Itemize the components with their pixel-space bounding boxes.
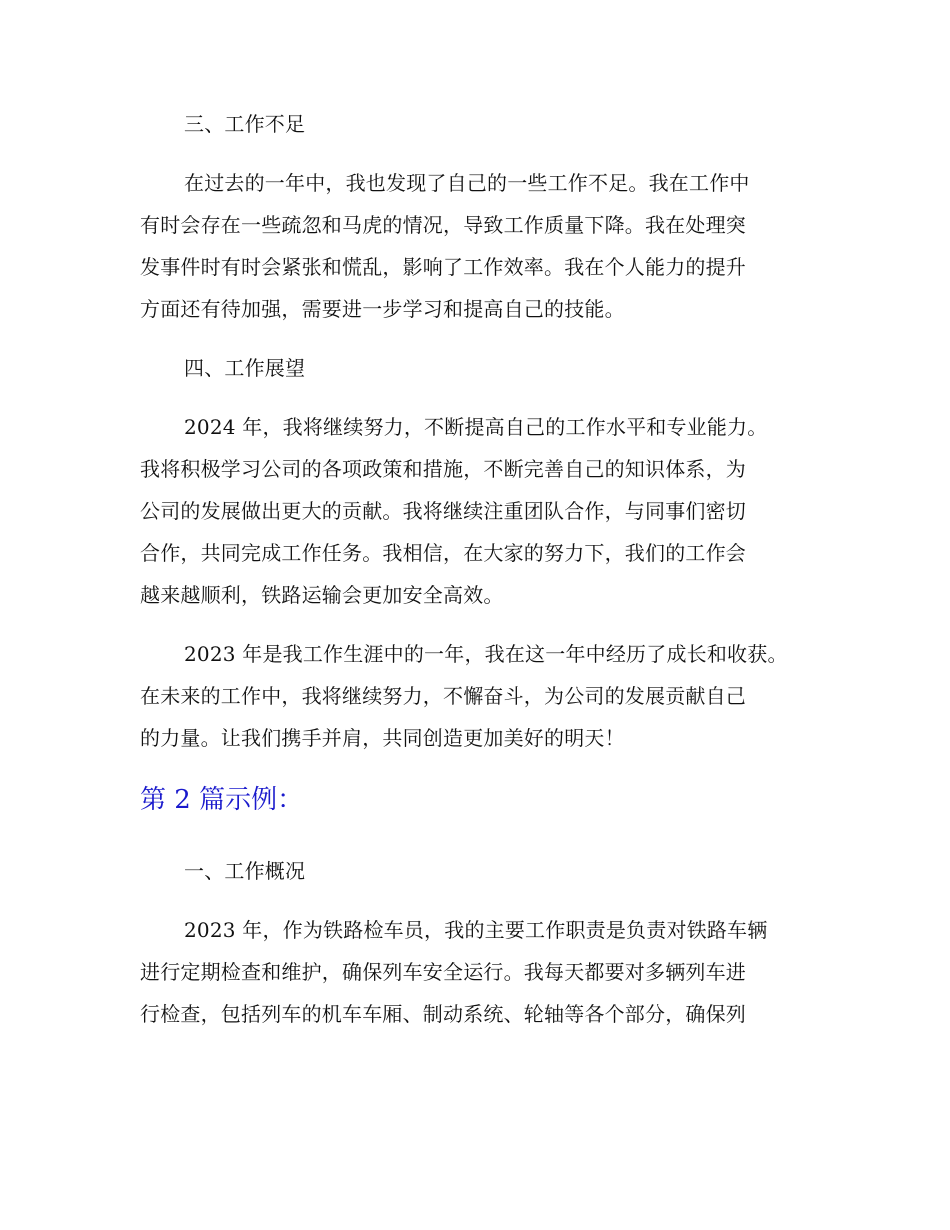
paragraph-line: 合作，共同完成工作任务。我相信，在大家的努力下，我们的工作会 (140, 541, 746, 565)
paragraph-line: 越来越顺利，铁路运输会更加安全高效。 (140, 583, 504, 607)
paragraph-line: 在未来的工作中，我将继续努力，不懈奋斗，为公司的发展贡献自己 (140, 684, 746, 708)
section-heading-4: 四、工作展望 (184, 356, 306, 380)
paragraph-line: 的力量。让我们携手并肩，共同创造更加美好的明天！ (140, 726, 625, 750)
example-title: 第 2 篇示例： (140, 785, 304, 815)
section-heading-1: 一、工作概况 (184, 859, 306, 883)
paragraph-line: 有时会存在一些疏忽和马虎的情况，导致工作质量下降。我在处理突 (140, 213, 746, 237)
paragraph-line: 公司的发展做出更大的贡献。我将继续注重团队合作，与同事们密切 (140, 499, 746, 523)
paragraph-line: 进行定期检查和维护，确保列车安全运行。我每天都要对多辆列车进 (140, 960, 746, 984)
paragraph-line: 我将积极学习公司的各项政策和措施，不断完善自己的知识体系，为 (140, 457, 746, 481)
paragraph-line: 方面还有待加强，需要进一步学习和提高自己的技能。 (140, 297, 625, 321)
paragraph-line: 在过去的一年中，我也发现了自己的一些工作不足。我在工作中 (184, 171, 750, 195)
section-heading-3: 三、工作不足 (184, 112, 306, 136)
paragraph-line: 2024 年，我将继续努力，不断提高自己的工作水平和专业能力。 (184, 415, 768, 439)
paragraph-line: 发事件时有时会紧张和慌乱，影响了工作效率。我在个人能力的提升 (140, 255, 746, 279)
paragraph-line: 行检查，包括列车的机车车厢、制动系统、轮轴等各个部分，确保列 (140, 1002, 746, 1026)
paragraph-line: 2023 年，作为铁路检车员，我的主要工作职责是负责对铁路车辆 (184, 918, 768, 942)
paragraph-line: 2023 年是我工作生涯中的一年，我在这一年中经历了成长和收获。 (184, 642, 788, 666)
